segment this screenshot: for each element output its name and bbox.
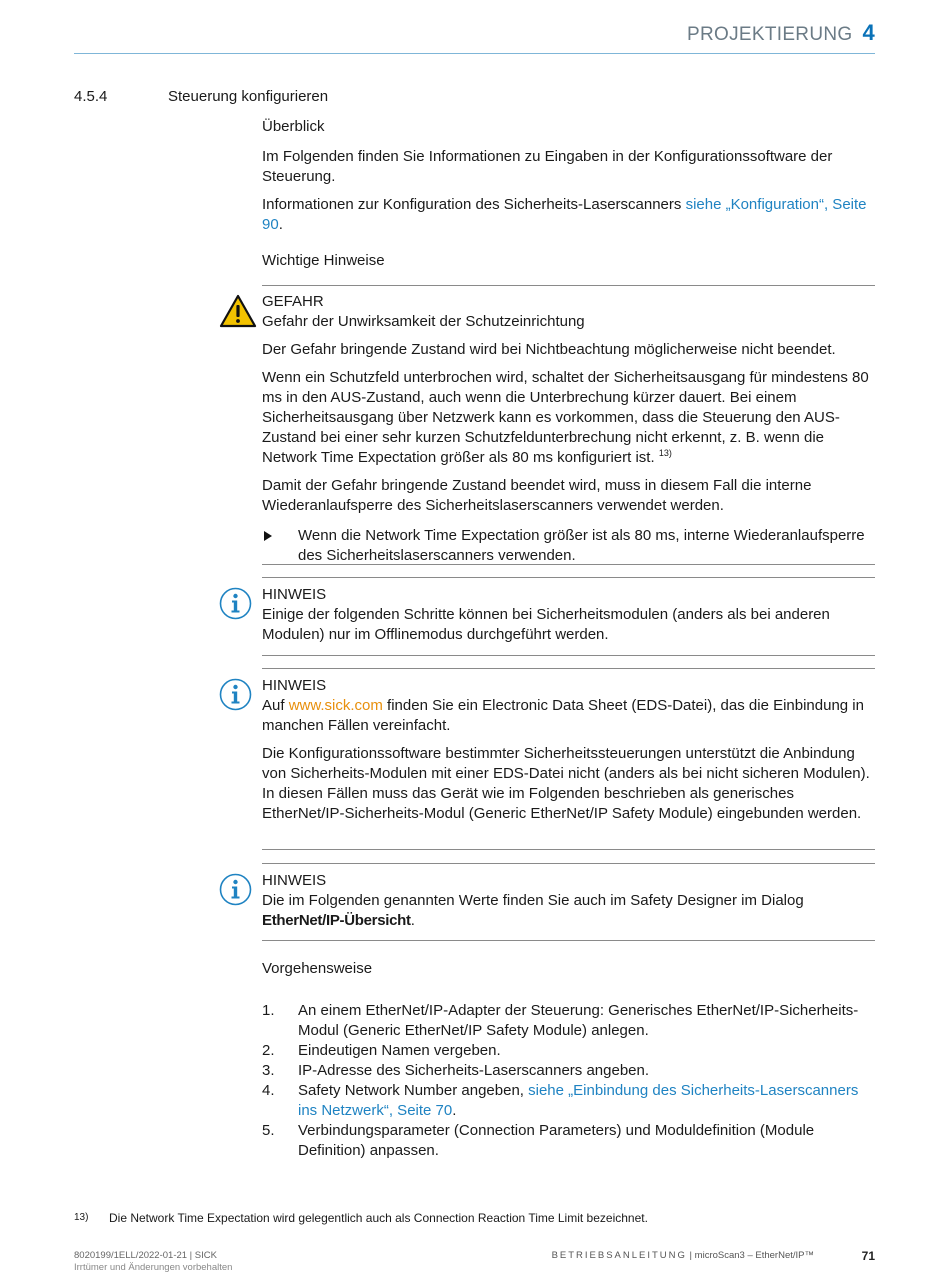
config-link[interactable]: siehe „Konfiguration“, Seite 90 xyxy=(262,196,867,233)
header-divider xyxy=(74,53,875,54)
footer-disclaimer: Irrtümer und Änderungen vorbehalten xyxy=(74,1262,233,1273)
chapter-title: PROJEKTIERUNG xyxy=(687,24,853,45)
danger-para-3: Damit der Gefahr bringende Zustand beendet wird, muss in diesem Fall die interne Wiederanlaufsperre des Sicherheitslaserscanners verwendet werden. xyxy=(262,477,812,514)
section-title: Steuerung konfigurieren xyxy=(168,88,329,105)
footer-doc-info: BETRIEBSANLEITUNG | microScan3 – EtherNet/IP™ xyxy=(551,1250,814,1261)
footnote-mark: 13) xyxy=(74,1212,89,1223)
note2-label: HINWEIS xyxy=(262,677,327,694)
procedure-step: 3. IP-Adresse des Sicherheits-Laserscanners angeben. xyxy=(262,1062,650,1079)
dialog-name: EtherNet/IP-Übersicht xyxy=(262,912,411,929)
note1-bottom-rule xyxy=(262,655,875,656)
note3-para-1: Die im Folgenden genannten Werte finden Sie auch im Safety Designer im Dialog EtherNet/IP-Übersicht. xyxy=(262,892,804,929)
note1-block xyxy=(262,585,876,653)
warning-triangle-icon xyxy=(219,294,257,328)
overview-para-1: Im Folgenden finden Sie Informationen zu Eingaben in der Konfigurationssoftware der Steuerung. xyxy=(262,148,833,185)
procedure-step: 5. Verbindungsparameter (Connection Parameters) und Moduldefinition (Module Definition) anpassen. xyxy=(262,1122,815,1159)
note2-bottom-rule xyxy=(262,849,875,850)
note1-text: Einige der folgenden Schritte können bei Sicherheitsmodulen (anders als bei anderen Modulen) nur im Offlinemodus durchgeführt werden. xyxy=(262,606,830,643)
note2-block xyxy=(262,676,876,832)
chapter-number: 4 xyxy=(862,20,875,45)
info-circle-icon xyxy=(219,587,252,620)
note3-block xyxy=(262,871,876,939)
procedure-block xyxy=(262,959,876,1161)
danger-bottom-rule xyxy=(262,564,875,565)
footnote-ref: 13) xyxy=(658,448,672,458)
danger-subtitle: Gefahr der Unwirksamkeit der Schutzeinrichtung xyxy=(262,313,585,330)
note2-para-2: Die Konfigurationssoftware bestimmter Sicherheitssteuerungen unterstützt die Anbindung von Sicherheits-Modulen mit einer EDS-Datei nicht (anders als bei nicht sicheren Modulen). In diesen Fällen muss das Gerät wie im Folgenden beschrieben als generisches EtherNet/IP-Sicherheits-Modul (Generic EtherNet/IP Safety Module) eingebunden werden. xyxy=(262,745,870,822)
procedure-heading: Vorgehensweise xyxy=(262,960,373,977)
danger-bullet: Wenn die Network Time Expectation größer ist als 80 ms, interne Wiederanlaufsperre des Sicherheitslaserscanners verwenden. xyxy=(262,526,876,566)
overview-heading: Überblick xyxy=(262,118,325,135)
section-number: 4.5.4 xyxy=(74,88,108,105)
note1-top-rule xyxy=(262,577,875,578)
footer-doc-id: 8020199/1ELL/2022-01-21 | SICK xyxy=(74,1250,217,1261)
note3-bottom-rule xyxy=(262,940,875,941)
danger-block xyxy=(262,292,876,566)
footnote-text: Die Network Time Expectation wird gelegentlich auch als Connection Reaction Time Limit bezeichnet. xyxy=(109,1211,648,1225)
danger-label: GEFAHR xyxy=(262,293,324,310)
bullet-arrow-icon xyxy=(264,531,272,541)
procedure-step: 1. An einem EtherNet/IP-Adapter der Steuerung: Generisches EtherNet/IP-Sicherheits-Modul (Generic EtherNet/IP Safety Module) anlegen. xyxy=(262,1002,859,1039)
network-integration-link[interactable]: siehe „Einbindung des Sicherheits-Laserscanners ins Netzwerk“, Seite 70 xyxy=(298,1082,859,1119)
note2-para-1: Auf www.sick.com finden Sie ein Electronic Data Sheet (EDS-Datei), das die Einbindung in manchen Fällen vereinfacht. xyxy=(262,697,864,734)
danger-para-2: Wenn ein Schutzfeld unterbrochen wird, schaltet der Sicherheitsausgang für mindestens 80 ms in den AUS-Zustand, auch wenn die Unterbrechung kürzer dauert. Bei einem Sicherheitsausgang über Netzwerk kann es vorkommen, dass die Steuerung den AUS-Zustand bei einer sehr kurzen Schutzfeldunterbrechung nicht erkennt, z. B. wenn die Network Time Expectation größer als 80 ms konfiguriert ist. $^{13)}$ xyxy=(262,369,869,466)
info-circle-icon xyxy=(219,678,252,711)
important-heading: Wichtige Hinweise xyxy=(262,252,385,269)
note2-top-rule xyxy=(262,668,875,669)
danger-para-1: Der Gefahr bringende Zustand wird bei Nichtbeachtung möglicherweise nicht beendet. xyxy=(262,341,836,358)
procedure-step: 2. Eindeutigen Namen vergeben. xyxy=(262,1042,501,1059)
note3-label: HINWEIS xyxy=(262,872,327,889)
page-number: 71 xyxy=(861,1249,875,1263)
danger-top-rule xyxy=(262,285,875,286)
note1-label: HINWEIS xyxy=(262,586,327,603)
sick-website-link[interactable]: www.sick.com xyxy=(288,697,383,714)
note3-top-rule xyxy=(262,863,875,864)
info-circle-icon xyxy=(219,873,252,906)
overview-para-2: Informationen zur Konfiguration des Sicherheits-Laserscanners siehe „Konfiguration“, Seite 90. xyxy=(262,196,867,233)
chapter-header xyxy=(687,20,875,46)
overview-block xyxy=(262,117,876,243)
procedure-step: 4. Safety Network Number angeben, siehe „Einbindung des Sicherheits-Laserscanners ins Netzwerk“, Seite 70. xyxy=(262,1082,859,1119)
